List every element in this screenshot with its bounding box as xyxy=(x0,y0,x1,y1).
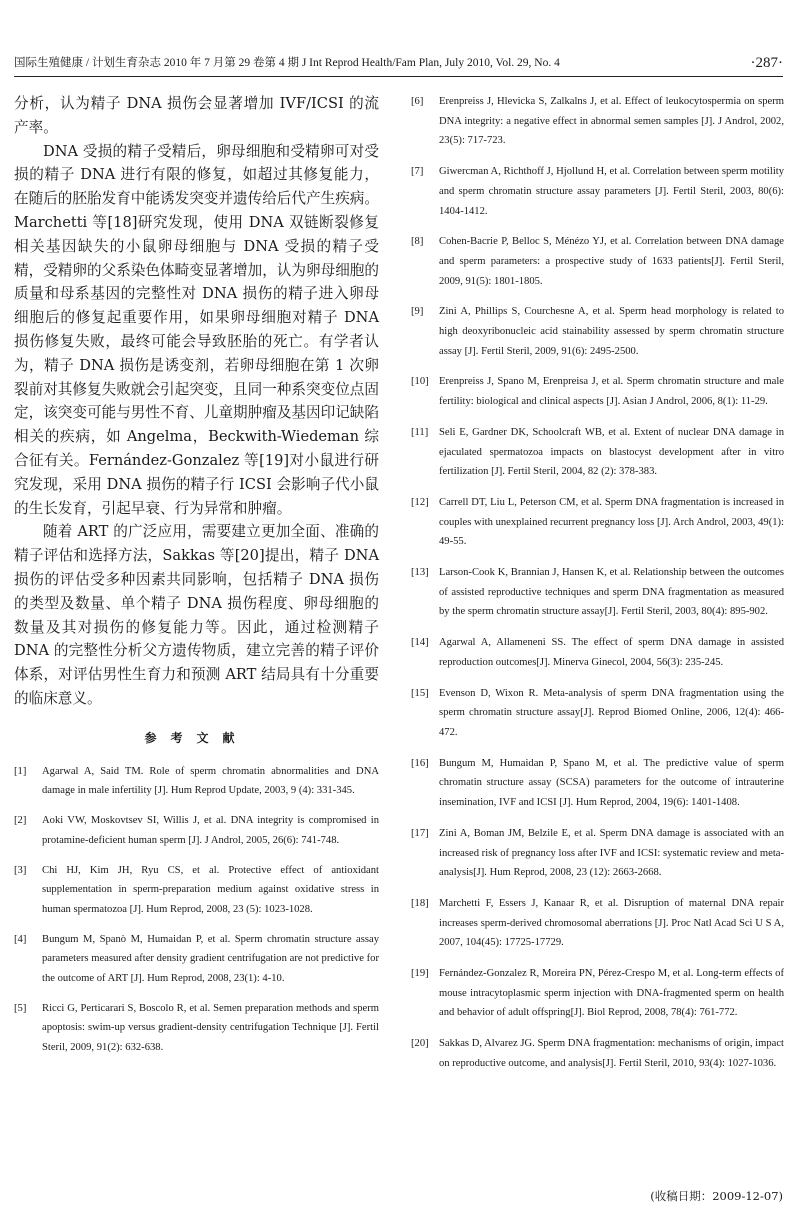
reference-number: [1] xyxy=(14,765,27,777)
reference-item xyxy=(411,302,784,361)
reference-text: Bungum M, Humaidan P, Spano M, et al. The predictive value of sperm chromatin structure assay (SCSA) parameters for the outcome of intrauterine insemination, IVF and ICSI [J]. Hum Reprod, 2004, 19(6): 1401-1408. xyxy=(439,757,784,809)
reference-number: [15] xyxy=(411,687,429,699)
reference-item xyxy=(14,762,379,801)
reference-text: Larson-Cook K, Brannian J, Hansen K, et al. Relationship between the outcomes of assisted reproductive techniques and sperm DNA fragmentation as measured by the sperm chromatin structure assay[J]. Fertil Steril, 2003, 80(4): 895-902. xyxy=(439,567,784,618)
body-paragraph-3: 随着 ART 的广泛应用，需要建立更加全面、准确的精子评估和选择方法，Sakkas 等[20]提出，精子 DNA 损伤的评估受多种因素共同影响，包括精子 DNA 损伤的类型及数量、单个精子 DNA 损伤程度、卵母细胞的数量及其对损伤的修复能力等。因此，通过检测精子 DNA 的完整性分析父方遗传物质，建立完善的精子评价体系，对评估男性生育力和预测 ART 结局具有十分重要的临床意义。 xyxy=(14,523,379,707)
reference-item xyxy=(411,633,784,672)
reference-number: [12] xyxy=(411,496,429,508)
reference-text: Cohen-Bacrie P, Belloc S, Ménézo YJ, et al. Correlation between DNA damage and sperm parameters: a prospective study of 1633 patients[J]. Fertil Steril, 2009, 91(5): 1801-1805. xyxy=(439,236,784,287)
reference-number: [11] xyxy=(411,426,429,438)
reference-number: [10] xyxy=(411,376,429,388)
body-paragraph-1: 分析，认为精子 DNA 损伤会显著增加 IVF/ICSI 的流产率。 xyxy=(14,95,379,136)
reference-number: [3] xyxy=(14,864,27,876)
reference-number: [16] xyxy=(411,757,429,769)
reference-item xyxy=(14,811,379,850)
reference-item xyxy=(411,964,784,1023)
reference-item xyxy=(14,999,379,1058)
journal-citation: 国际生殖健康 / 计划生育杂志 2010 年 7 月第 29 卷第 4 期 J Int Reprod Health/Fam Plan, July 2010, Vol. 29, No. 4 xyxy=(14,57,560,69)
running-header xyxy=(14,50,783,77)
reference-text: Giwercman A, Richthoff J, Hjollund H, et al. Correlation between sperm motility and sperm chromatin structure assay parameters [J]. Fertil Steril, 2003, 80(6): 1404-1412. xyxy=(439,166,784,217)
reference-number: [17] xyxy=(411,827,429,839)
reference-number: [19] xyxy=(411,968,429,980)
reference-item xyxy=(14,861,379,920)
reference-item xyxy=(411,232,784,291)
right-column xyxy=(411,92,784,1085)
reference-text: Carrell DT, Liu L, Peterson CM, et al. Sperm DNA fragmentation is increased in couples with unexplained recurrent pregnancy loss [J]. Arch Androl, 2003, 49(1): 49-55. xyxy=(439,496,784,548)
reference-item xyxy=(411,372,784,411)
reference-number: [4] xyxy=(14,933,27,945)
received-date: (收稿日期：2009-12-07) xyxy=(650,1189,783,1203)
reference-number: [7] xyxy=(411,166,424,178)
reference-number: [18] xyxy=(411,897,429,909)
reference-text: Bungum M, Spanò M, Humaidan P, et al. Sperm chromatin structure assay parameters measured after density gradient centrifugation are not predictive for the outcome of ART [J]. Hum Reprod, 2008, 23(1): 4-10. xyxy=(42,933,379,985)
reference-number: [6] xyxy=(411,96,424,107)
reference-number: [14] xyxy=(411,637,429,649)
reference-number: [2] xyxy=(14,815,27,827)
reference-item xyxy=(411,423,784,482)
reference-text: Evenson D, Wixon R. Meta-analysis of sperm DNA fragmentation using the sperm chromatin structure assay[J]. Reprod Biomed Online, 2006, 12(4): 466-472. xyxy=(439,687,784,738)
reference-item xyxy=(411,563,784,622)
references-heading: 参考文献 xyxy=(144,730,249,745)
reference-item xyxy=(411,162,784,221)
left-column xyxy=(14,92,379,1068)
reference-item xyxy=(411,92,784,151)
reference-item xyxy=(411,894,784,953)
reference-text: Sakkas D, Alvarez JG. Sperm DNA fragmentation: mechanisms of origin, impact on reproductive outcome, and analysis[J]. Fertil Steril, 2010, 93(4): 1027-1036. xyxy=(439,1038,784,1069)
reference-text: Erenpreiss J, Spano M, Erenpreisa J, et al. Sperm chromatin structure and male fertility: biological and clinical aspects [J]. Asian J Androl, 2006, 8(1): 11-29. xyxy=(439,376,784,408)
reference-number: [5] xyxy=(14,1002,27,1014)
reference-number: [9] xyxy=(411,306,424,318)
reference-item xyxy=(411,684,784,743)
reference-text: Agarwal A, Allameneni SS. The effect of sperm DNA damage in assisted reproduction outcomes[J]. Minerva Ginecol, 2004, 56(3): 235-245. xyxy=(439,637,784,668)
reference-text: Aoki VW, Moskovtsev SI, Willis J, et al. DNA integrity is compromised in protamine-deficient human sperm [J]. J Androl, 2005, 26(6): 741-748. xyxy=(42,815,379,846)
reference-number: [13] xyxy=(411,567,429,579)
reference-text: Zini A, Phillips S, Courchesne A, et al. Sperm head morphology is related to high deoxyribonucleic acid stainability assessed by sperm chromatin structure assay [J]. Fertil Steril, 2009, 91(6): 2495-2500. xyxy=(439,306,784,357)
reference-text: Marchetti F, Essers J, Kanaar R, et al. Disruption of maternal DNA repair increases sperm-derived chromosomal aberrations [J]. Proc Natl Acad Sci U S A, 2007, 104(45): 17725-17729. xyxy=(439,897,784,949)
reference-text: Chi HJ, Kim JH, Ryu CS, et al. Protective effect of antioxidant supplementation in sperm-preparation medium against oxidative stress in human spermatozoa [J]. Hum Reprod, 2008, 23 (5): 1023-1028. xyxy=(42,864,379,915)
reference-text: Agarwal A, Said TM. Role of sperm chromatin abnormalities and DNA damage in male infertility [J]. Hum Reprod Update, 2003, 9 (4): 331-345. xyxy=(42,765,379,797)
reference-item xyxy=(411,1034,784,1073)
reference-item xyxy=(411,824,784,883)
reference-number: [8] xyxy=(411,236,424,248)
body-paragraph-2: DNA 受损的精子受精后，卵母细胞和受精卵可对受损的精子 DNA 进行有限的修复，如超过其修复能力，在随后的胚胎发育中能诱发突变并遗传给后代产生疾病。Marchetti 等[18]研究发现，使用 DNA 双链断裂修复相关基因缺失的小鼠卵母细胞与 DNA 受损的精子受精，受精卵的父系染色体畸变显著增加，认为卵母细胞的质量和母系基因的完整性对 DNA 损伤的精子进入卵母细胞后的修复起重要作用，如果卵母细胞对精子 DNA 损伤修复失败，最终可能会导致胚胎的死亡。有学者认为，精子 DNA 损伤是诱变剂，若卵母细胞在第 1 次卵裂前对其修复失败就会引起突变，且同一种系突变位点固定，该突变可能与男性不育、儿童期肿瘤及基因印记缺陷相关的疾病，如 Angelma，Beckwith-Wiedeman 综合征有关。Fernández-Gonzalez 等[19]对小鼠进行研究发现，采用 DNA 损伤的精子行 ICSI 会影响子代小鼠的生长发育，引起早衰、行为异常和肿瘤。 xyxy=(14,142,379,517)
reference-item xyxy=(14,930,379,989)
reference-text: Zini A, Boman JM, Belzile E, et al. Sperm DNA damage is associated with an increased risk of pregnancy loss after IVF and ICSI: systematic review and meta-analysis[J]. Hum Reprod, 2008, 23 (12): 2663-2668. xyxy=(439,827,784,879)
reference-item xyxy=(411,493,784,552)
reference-number: [20] xyxy=(411,1038,429,1050)
reference-text: Ricci G, Perticarari S, Boscolo R, et al. Semen preparation methods and sperm apoptosis: swim-up versus gradient-density centrifugation Technique [J]. Fertil Steril, 2009, 91(2): 632-638. xyxy=(42,1002,379,1054)
reference-text: Seli E, Gardner DK, Schoolcraft WB, et al. Extent of nuclear DNA damage in ejaculated spermatozoa impacts on blastocyst development after in vitro fertilization [J]. Fertil Steril, 2004, 82 (2): 378-383. xyxy=(439,426,784,478)
reference-text: Erenpreiss J, Hlevicka S, Zalkalns J, et al. Effect of leukocytospermia on sperm DNA integrity: a negative effect in abnormal semen samples [J]. J Androl, 2002, 23(5): 717-723. xyxy=(439,96,784,147)
page-number: ·287· xyxy=(750,55,783,71)
reference-item xyxy=(411,754,784,813)
reference-text: Fernández-Gonzalez R, Moreira PN, Pérez-Crespo M, et al. Long-term effects of mouse intracytoplasmic sperm injection with DNA-fragmented sperm on health and behavior of adult offspring[J]. Biol Reprod, 2008, 78(4): 761-772. xyxy=(439,968,784,1019)
